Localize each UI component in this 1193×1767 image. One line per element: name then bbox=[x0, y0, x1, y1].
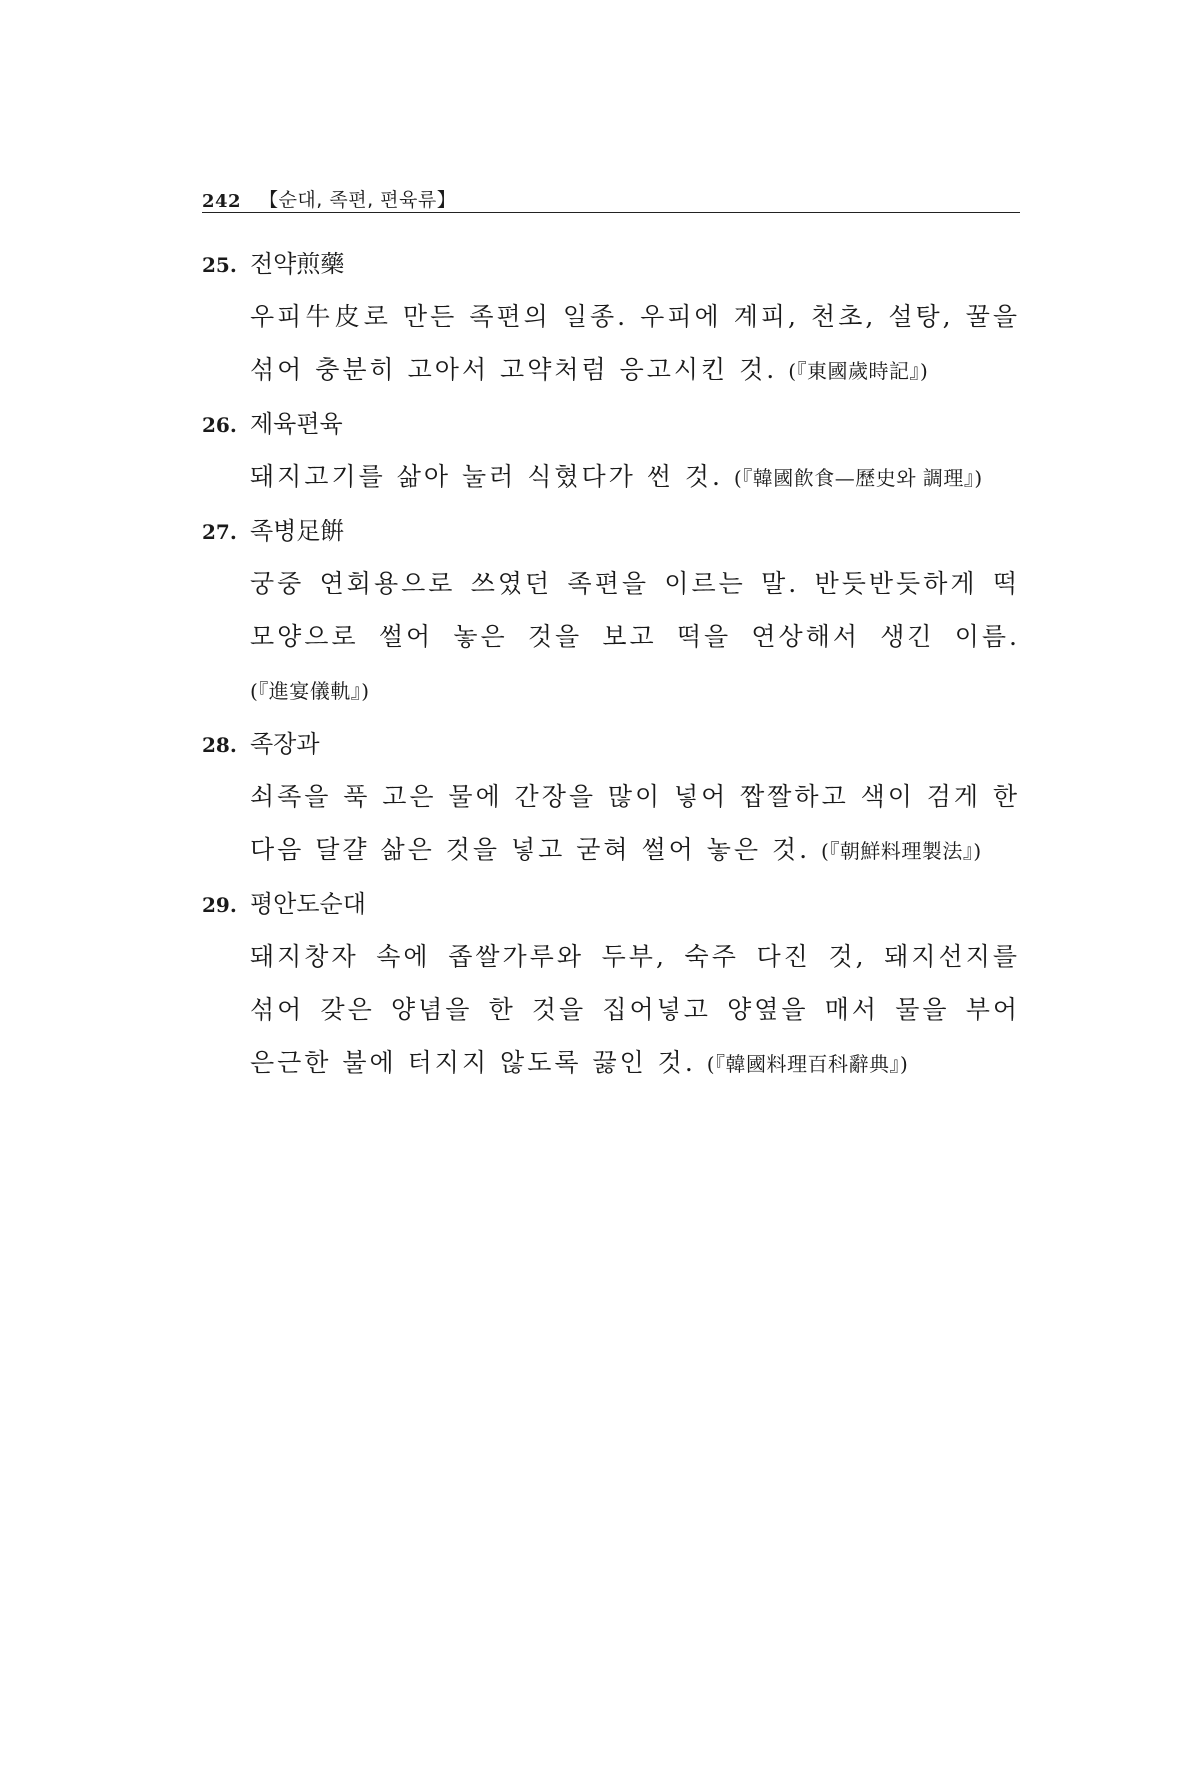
glossary-entries bbox=[202, 238, 1020, 1091]
glossary-entry bbox=[202, 878, 1020, 1091]
entry-heading bbox=[202, 238, 1020, 290]
entry-source: (『韓國料理百科辭典』) bbox=[706, 1052, 909, 1076]
entry-number: 27. bbox=[202, 520, 237, 544]
header-rule bbox=[202, 212, 1020, 213]
entry-term: 족장과 bbox=[250, 730, 320, 758]
entry-term: 평안도순대 bbox=[250, 890, 366, 918]
entry-number: 25. bbox=[202, 253, 237, 277]
entry-term: 제육편육 bbox=[250, 410, 343, 438]
entry-heading bbox=[202, 718, 1020, 770]
entry-term: 족병足餠 bbox=[250, 517, 345, 545]
entry-heading bbox=[202, 505, 1020, 557]
entry-source: (『韓國飮食—歷史와 調理』) bbox=[733, 466, 983, 490]
glossary-entry bbox=[202, 238, 1020, 398]
glossary-entry bbox=[202, 718, 1020, 878]
entry-term: 전약煎藥 bbox=[250, 250, 345, 278]
entry-number: 26. bbox=[202, 413, 237, 437]
section-title: 【순대, 족편, 편육류】 bbox=[259, 189, 457, 211]
entry-heading bbox=[202, 398, 1020, 450]
page-number: 242 bbox=[202, 191, 242, 212]
entry-definition bbox=[250, 557, 1020, 718]
entry-text: 우피牛皮로 만든 족편의 일종. 우피에 계피, 천초, 설탕, 꿀을 섞어 충분히 고아서 고약처럼 응고시킨 것. bbox=[250, 302, 1020, 384]
entry-source: (『進宴儀軌』) bbox=[250, 679, 370, 703]
entry-heading bbox=[202, 878, 1020, 930]
entry-text: 궁중 연회용으로 쓰였던 족편을 이르는 말. 반듯반듯하게 떡 모양으로 썰어 놓은 것을 보고 떡을 연상해서 생긴 이름. bbox=[250, 569, 1020, 651]
entry-definition bbox=[250, 290, 1020, 398]
entry-definition bbox=[250, 930, 1020, 1091]
entry-number: 29. bbox=[202, 893, 237, 917]
entry-definition bbox=[250, 450, 1020, 505]
entry-text: 돼지고기를 삶아 눌러 식혔다가 썬 것. bbox=[250, 462, 723, 491]
entry-number: 28. bbox=[202, 733, 237, 757]
running-header bbox=[202, 176, 1020, 212]
entry-source: (『朝鮮料理製法』) bbox=[821, 839, 982, 863]
entry-source: (『東國歲時記』) bbox=[788, 359, 929, 383]
entry-text: 쇠족을 푹 고은 물에 간장을 많이 넣어 짭짤하고 색이 검게 한 다음 달걀 삶은 것을 넣고 굳혀 썰어 놓은 것. bbox=[250, 782, 1020, 864]
entry-definition bbox=[250, 770, 1020, 878]
glossary-entry bbox=[202, 505, 1020, 718]
glossary-entry bbox=[202, 398, 1020, 505]
entry-text: 돼지창자 속에 좁쌀가루와 두부, 숙주 다진 것, 돼지선지를 섞어 갖은 양념을 한 것을 집어넣고 양옆을 매서 물을 부어 은근한 불에 터지지 않도록 끓인 것. bbox=[250, 942, 1020, 1077]
